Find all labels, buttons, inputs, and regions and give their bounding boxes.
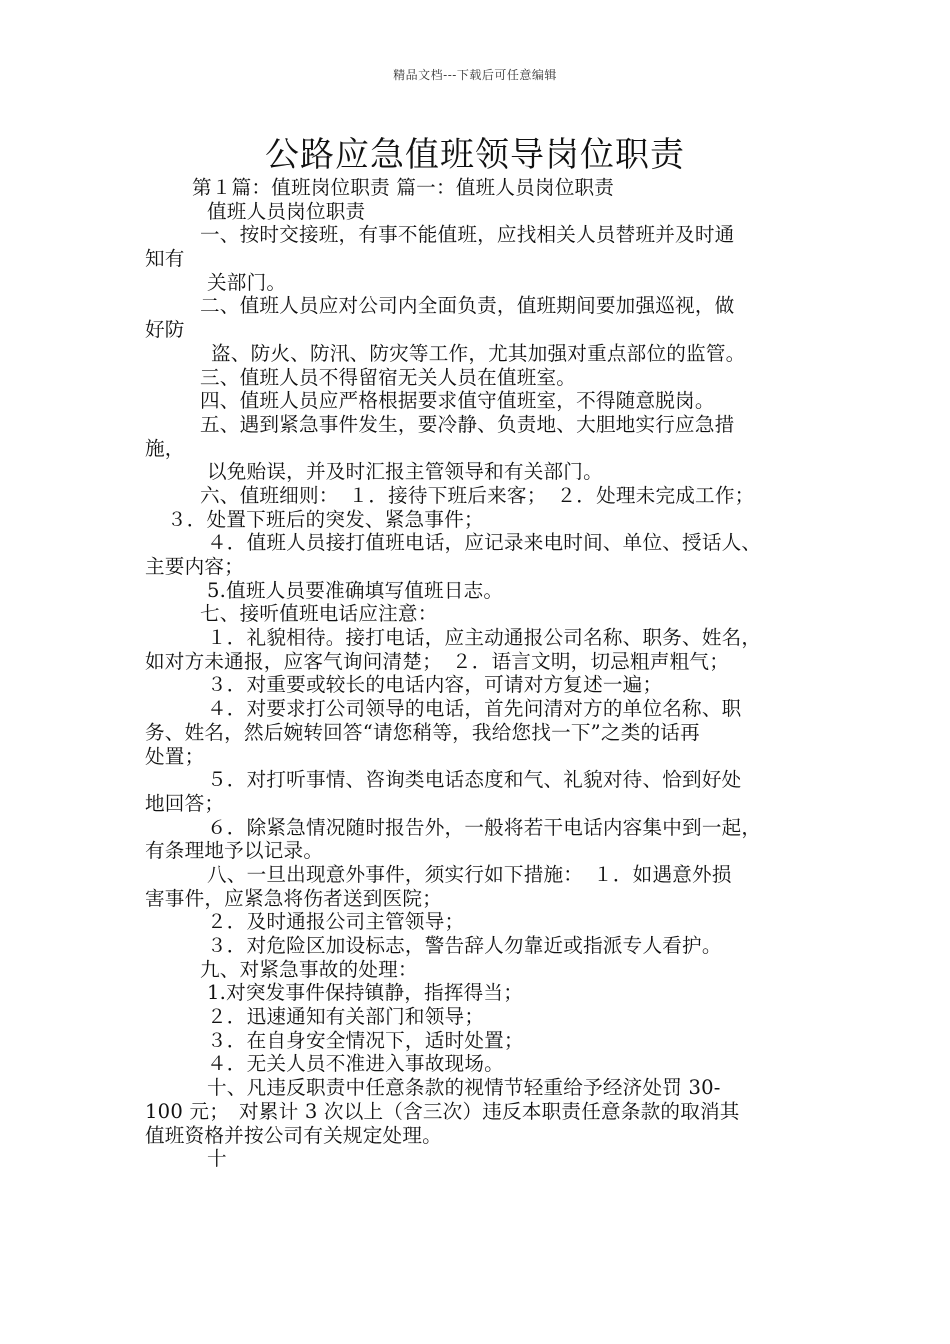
text-line: 六、值班细则： １．接待下班后来客； ２．处理未完成工作； <box>200 483 755 507</box>
text-line: 值班资格并按公司有关规定处理。 <box>145 1123 442 1147</box>
text-line: ４．对要求打公司领导的电话，首先问清对方的单位名称、职 <box>207 697 742 721</box>
text-line: 1.对突发事件保持镇静，指挥得当； <box>207 981 524 1005</box>
text-line: 务、姓名，然后婉转回答“请您稍等，我给您找一下”之类的话再 <box>145 720 700 744</box>
text-line: ２．迅速通知有关部门和领导； <box>207 1005 485 1029</box>
text-line: 四、值班人员应严格根据要求值守值班室，不得随意脱岗。 <box>200 389 715 413</box>
text-line: 盗、防火、防汛、防灾等工作，尤其加强对重点部位的监管。 <box>211 341 746 365</box>
text-line: ３．对重要或较长的电话内容，可请对方复述一遍； <box>207 673 663 697</box>
text-line: １．礼貌相待。接打电话，应主动通报公司名称、职务、姓名， <box>207 626 762 650</box>
text-line: 100 元； 对累计 3 次以上（含三次）违反本职责任意条款的取消其 <box>145 1099 740 1123</box>
text-line: ２．及时通报公司主管领导； <box>207 910 465 934</box>
text-line: 五、遇到紧急事件发生，要冷静、负责地、大胆地实行应急措 <box>200 412 735 436</box>
text-line: 十 <box>207 1147 227 1171</box>
text-line: 一、按时交接班，有事不能值班，应找相关人员替班并及时通 <box>200 223 735 247</box>
text-line: 处置； <box>145 744 205 768</box>
text-line: ３．在自身安全情况下，适时处置； <box>207 1028 524 1052</box>
text-line: 害事件，应紧急将伤者送到医院； <box>145 886 442 910</box>
text-line: 二、值班人员应对公司内全面负责，值班期间要加强巡视，做 <box>200 294 735 318</box>
text-line: ５．对打听事情、咨询类电话态度和气、礼貌对待、恰到好处 <box>207 768 742 792</box>
text-line: 知有 <box>145 247 185 271</box>
text-line: 第１篇：值班岗位职责 篇一：值班人员岗位职责 <box>192 176 615 199</box>
text-line: 如对方未通报，应客气询问清楚； ２．语言文明，切忌粗声粗气； <box>145 649 730 673</box>
text-line: 主要内容； <box>145 555 244 578</box>
header-note: 精品文档---下载后可任意编辑 <box>393 68 557 82</box>
text-line: ４．值班人员接打值班电话，应记录来电时间、单位、授话人、 <box>207 531 762 555</box>
document-title: 公路应急值班领导岗位职责 <box>265 135 685 175</box>
text-line: 地回答； <box>145 791 225 815</box>
text-line: 有条理地予以记录。 <box>145 839 324 863</box>
text-line: 以免贻误，并及时汇报主管领导和有关部门。 <box>207 460 603 484</box>
text-line: 值班人员岗位职责 <box>207 199 366 223</box>
text-line: 八、一旦出现意外事件，须实行如下措施： １．如遇意外损 <box>207 862 732 886</box>
text-line: 5.值班人员要准确填写值班日志。 <box>207 578 504 602</box>
text-line: ３．对危险区加设标志，警告辞人勿靠近或指派专人看护。 <box>207 934 722 957</box>
text-line: 三、值班人员不得留宿无关人员在值班室。 <box>200 365 577 389</box>
text-line: 好防 <box>145 318 185 342</box>
text-line: 十、凡违反职责中任意条款的视情节轻重给予经济处罚 30- <box>207 1076 721 1100</box>
text-line: ６．除紧急情况随时报告外，一般将若干电话内容集中到一起， <box>207 815 762 839</box>
text-line: 七、接听值班电话应注意： <box>200 602 438 626</box>
text-line: 九、对紧急事故的处理： <box>200 957 418 981</box>
text-line: 施， <box>145 436 185 460</box>
text-line: ３．处置下班后的突发、紧急事件； <box>167 507 484 531</box>
text-line: 关部门。 <box>207 270 287 294</box>
document-body <box>145 176 835 1171</box>
text-line: ４．无关人员不准进入事故现场。 <box>207 1052 504 1076</box>
